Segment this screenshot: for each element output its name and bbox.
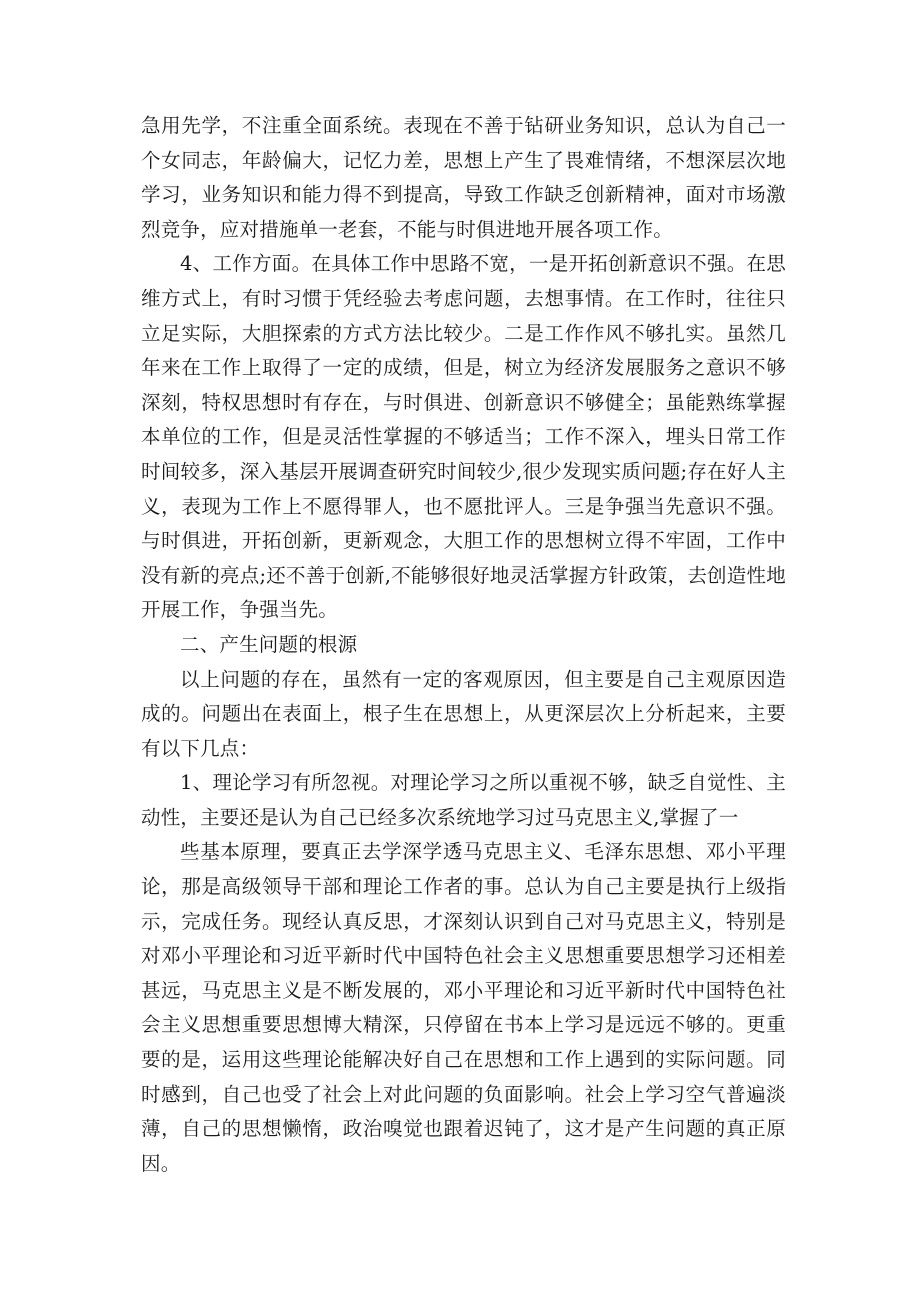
paragraph-work-aspect: 4、工作方面。在具体工作中思路不宽，一是开拓创新意识不强。在思维方式上，有时习惯于凭经验去考虑问题，去想事情。在工作时，往往只立足实际，大胆探索的方式方法比较少。二是工作作风不够扎实。虽然几年来在工作上取得了一定的成绩，但是，树立为经济发展服务之意识不够深刻，特权思想时有存在，与时俱进、创新意识不够健全；虽能熟练掌握本单位的工作，但是灵活性掌握的不够适当；工作不深入，埋头日常工作时间较多，深入基层开展调查研究时间较少,很少发现实质问题;存在好人主义，表现为工作上不愿得罪人，也不愿批评人。三是争强当先意识不强。与时俱进，开拓创新，更新观念，大胆工作的思想树立得不牢固，工作中没有新的亮点;还不善于创新,不能够很好地灵活掌握方针政策，去创造性地开展工作，争强当先。 — [141, 252, 786, 622]
document-body — [141, 109, 786, 1181]
paragraph-learning-continued: 急用先学，不注重全面系统。表现在不善于钻研业务知识，总认为自己一个女同志，年龄偏大，记忆力差，思想上产生了畏难情绪，不想深层次地学习，业务知识和能力得不到提高，导致工作缺乏创新精神，面对市场激烈竞争，应对措施单一老套，不能与时俱进地开展各项工作。 — [141, 114, 786, 241]
section-heading-root-causes: 二、产生问题的根源 — [180, 632, 358, 656]
paragraph-theory-continued: 些基本原理，要真正去学深学透马克思主义、毛泽东思想、邓小平理论，那是高级领导干部和理论工作者的事。总认为自己主要是执行上级指示，完成任务。现经认真反思，才深刻认识到自己对马克思主义，特别是对邓小平理论和习近平新时代中国特色社会主义思想重要思想学习还相差甚远，马克思主义是不断发展的，邓小平理论和习近平新时代中国特色社会主义思想重要思想博大精深，只停留在书本上学习是远远不够的。更重要的是，运用这些理论能解决好自己在思想和工作上遇到的实际问题。同时感到，自己也受了社会上对此问题的负面影响。社会上学习空气普遍淡薄，自己的思想懒惰，政治嗅觉也跟着迟钝了，这才是产生问题的真正原因。 — [141, 840, 786, 1175]
paragraph-theory-neglect: 1、理论学习有所忽视。对理论学习之所以重视不够，缺乏自觉性、主动性，主要还是认为自己已经多次系统地学习过马克思主义,掌握了一 — [141, 771, 786, 829]
paragraph-causes-intro: 以上问题的存在，虽然有一定的客观原因，但主要是自己主观原因造成的。问题出在表面上，根子生在思想上，从更深层次上分析起来，主要有以下几点： — [141, 667, 786, 760]
